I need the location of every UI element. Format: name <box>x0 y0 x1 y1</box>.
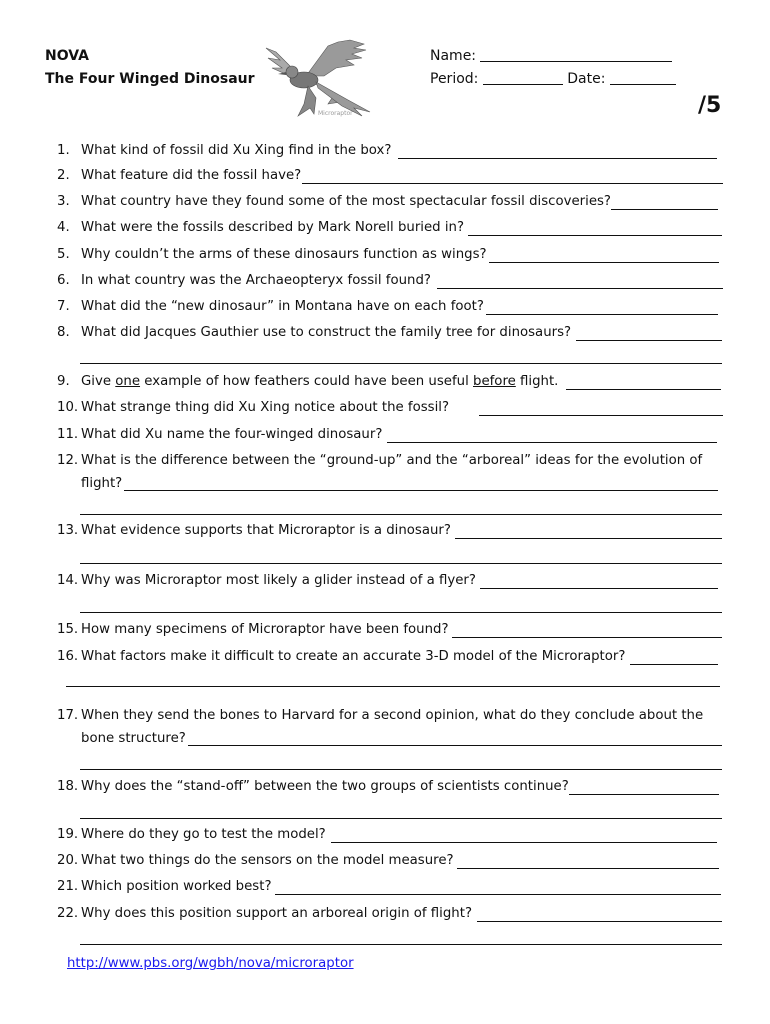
question-9: 9. Give one example of how feathers could have been useful before flight. <box>57 374 559 389</box>
name-row <box>430 48 672 64</box>
answer-line[interactable] <box>489 262 719 263</box>
period-date-row <box>430 71 676 87</box>
name-field[interactable] <box>480 48 672 62</box>
question-10: 10. What strange thing did Xu Xing notice about the fossil? <box>57 400 450 415</box>
score-total: /5 <box>698 93 722 118</box>
answer-line[interactable] <box>457 868 719 869</box>
answer-line[interactable] <box>398 158 717 159</box>
answer-line[interactable] <box>486 314 718 315</box>
question-19: 19. Where do they go to test the model? <box>57 827 326 842</box>
answer-line[interactable] <box>480 588 718 589</box>
answer-line[interactable] <box>66 686 720 687</box>
name-label: Name: <box>430 48 477 64</box>
period-label: Period: <box>430 71 479 87</box>
question-15: 15. How many specimens of Microraptor have been found? <box>57 622 449 637</box>
answer-line[interactable] <box>455 538 722 539</box>
question-3: 3. What country have they found some of the most spectacular fossil discoveries? <box>57 194 611 209</box>
date-label: Date: <box>567 71 606 87</box>
answer-line[interactable] <box>611 209 718 210</box>
question-12: 12. What is the difference between the “ground-up” and the “arboreal” ideas for the evolution of <box>57 453 703 468</box>
answer-line[interactable] <box>275 894 721 895</box>
question-20: 20. What two things do the sensors on the model measure? <box>57 853 454 868</box>
answer-line[interactable] <box>124 490 718 491</box>
answer-line[interactable] <box>188 745 722 746</box>
question-17-continued: bone structure? <box>81 731 186 746</box>
question-7: 7. What did the “new dinosaur” in Montana have on each foot? <box>57 299 484 314</box>
answer-line[interactable] <box>452 637 722 638</box>
question-17: 17. When they send the bones to Harvard for a second opinion, what do they conclude about the <box>57 708 704 723</box>
question-14: 14. Why was Microraptor most likely a glider instead of a flyer? <box>57 573 476 588</box>
question-11: 11. What did Xu name the four-winged dinosaur? <box>57 427 383 442</box>
question-4: 4. What were the fossils described by Mark Norell buried in? <box>57 220 465 235</box>
period-field[interactable] <box>483 71 563 85</box>
answer-line[interactable] <box>569 794 719 795</box>
answer-line[interactable] <box>80 944 722 945</box>
question-21: 21. Which position worked best? <box>57 879 272 894</box>
answer-line[interactable] <box>576 340 722 341</box>
question-13: 13. What evidence supports that Microraptor is a dinosaur? <box>57 523 451 538</box>
date-field[interactable] <box>610 71 676 85</box>
answer-line[interactable] <box>477 921 722 922</box>
worksheet-title: The Four Winged Dinosaur <box>45 71 255 87</box>
question-16: 16. What factors make it difficult to create an accurate 3-D model of the Microraptor? <box>57 649 626 664</box>
answer-line[interactable] <box>80 818 722 819</box>
pbs-nova-link[interactable]: http://www.pbs.org/wgbh/nova/microraptor <box>67 956 354 971</box>
answer-line[interactable] <box>302 183 723 184</box>
answer-line[interactable] <box>468 235 722 236</box>
answer-line[interactable] <box>80 612 722 613</box>
image-caption: Microraptor <box>318 110 353 117</box>
question-6: 6. In what country was the Archaeopteryx fossil found? <box>57 273 431 288</box>
answer-line[interactable] <box>80 563 722 564</box>
question-12-continued: flight? <box>81 476 123 491</box>
question-22: 22. Why does this position support an arboreal origin of flight? <box>57 906 472 921</box>
answer-line[interactable] <box>630 664 718 665</box>
answer-line[interactable] <box>80 769 722 770</box>
program-name: NOVA <box>45 48 89 64</box>
microraptor-illustration <box>258 38 376 120</box>
answer-line[interactable] <box>566 389 721 390</box>
question-5: 5. Why couldn’t the arms of these dinosaurs function as wings? <box>57 247 487 262</box>
answer-line[interactable] <box>80 363 722 364</box>
answer-line[interactable] <box>331 842 717 843</box>
question-1: 1. What kind of fossil did Xu Xing find in the box? <box>57 143 392 158</box>
question-8: 8. What did Jacques Gauthier use to construct the family tree for dinosaurs? <box>57 325 572 340</box>
answer-line[interactable] <box>479 415 723 416</box>
answer-line[interactable] <box>387 442 717 443</box>
question-2: 2. What feature did the fossil have? <box>57 168 302 183</box>
answer-line[interactable] <box>80 514 722 515</box>
question-18: 18. Why does the “stand-off” between the two groups of scientists continue? <box>57 779 569 794</box>
answer-line[interactable] <box>437 288 723 289</box>
